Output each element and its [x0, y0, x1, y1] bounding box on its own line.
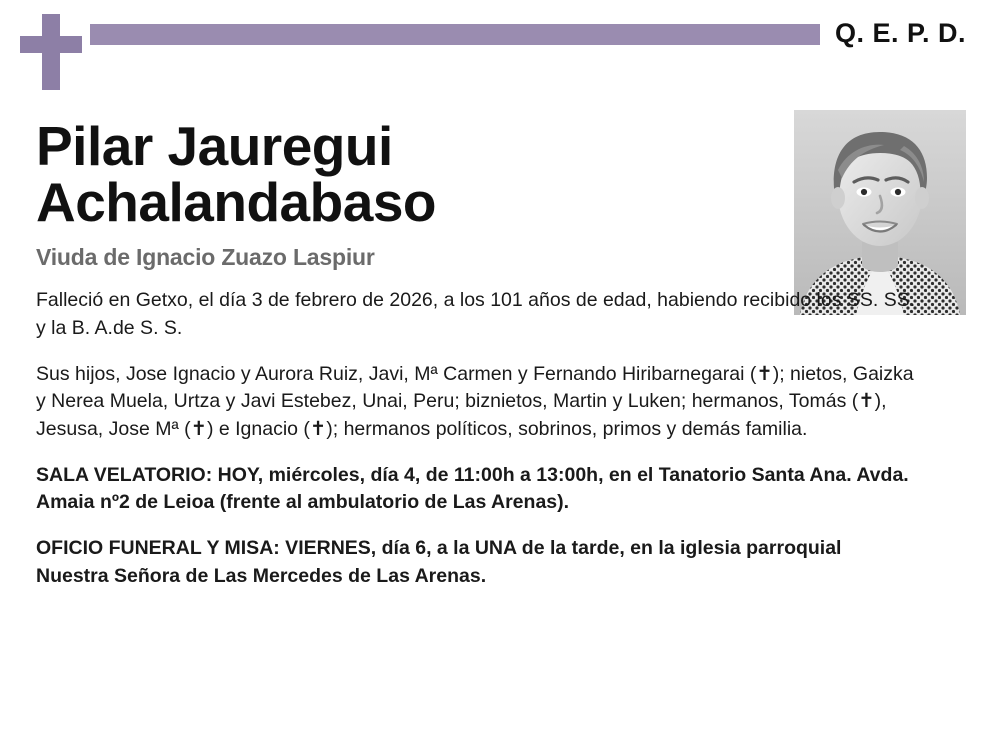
spouse-line: Viuda de Ignacio Zuazo Laspiur [36, 244, 375, 271]
family-list-text: Sus hijos, Jose Ignacio y Aurora Ruiz, Javi, Mª Carmen y Fernando Hiribarnegarai (✝); nietos, Gaizka y Nerea Muela, Urtza y Javi Estebez, Unai, Peru; biznietos, Martin y Luken; hermanos, Tomás (✝), Jesusa, Jose Mª (✝) e Ignacio (✝); hermanos políticos, sobrinos, primos y demás familia. [36, 362, 914, 440]
deceased-name: Pilar Jauregui Achalandabaso [36, 115, 437, 234]
wake-details-text: SALA VELATORIO: HOY, miércoles, día 4, de 11:00h a 13:00h, en el Tanatorio Santa Ana. Avda. Amaia nº2 de Leioa (frente al ambulatorio de Las Arenas). [36, 463, 909, 514]
funeral-details-text: OFICIO FUNERAL Y MISA: VIERNES, día 6, a la UNA de la tarde, en la iglesia parroquial Nuestra Señora de Las Mercedes de Las Arenas. [36, 537, 842, 587]
qepd-label: Q. E. P. D. [834, 18, 966, 48]
cross-icon [18, 14, 84, 90]
death-notice-text: Falleció en Getxo, el día 3 de febrero de 2026, a los 101 años de edad, habiendo recibido los SS. SS. y la B. A.de S. S. [36, 289, 916, 339]
obituary-body [36, 115, 954, 590]
decorative-rule [90, 24, 820, 45]
header-band [18, 0, 966, 96]
